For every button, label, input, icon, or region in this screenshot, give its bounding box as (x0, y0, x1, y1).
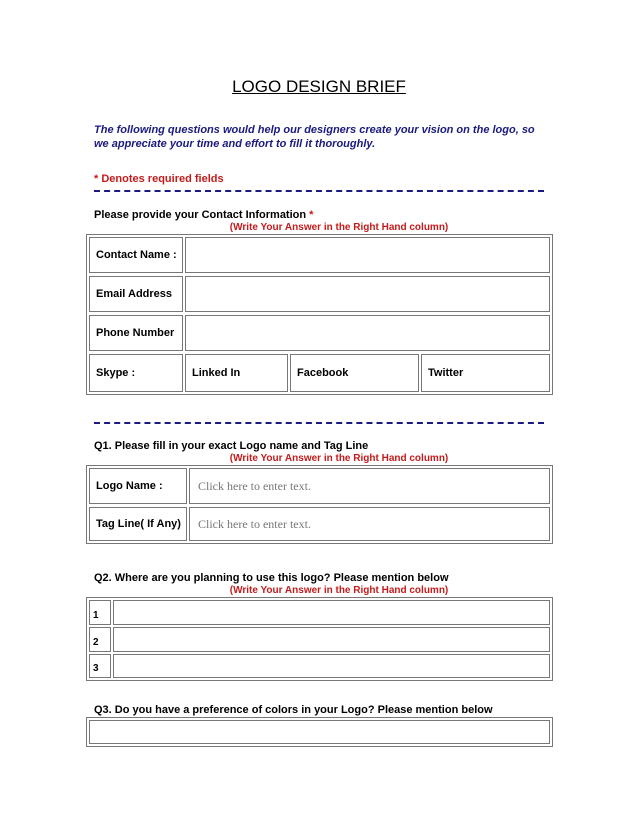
email-label: Email Address (89, 276, 183, 312)
email-field[interactable] (185, 276, 550, 312)
contact-name-field[interactable] (185, 237, 550, 273)
required-note-text: Denotes required fields (101, 173, 224, 185)
q2-table (86, 597, 553, 681)
facebook-field[interactable]: Facebook (290, 354, 419, 392)
separator (94, 190, 544, 192)
intro-text: The following questions would help our designers create your vision on the logo, so we appreciate your time and effort to fill it thoroughly. (94, 124, 535, 150)
logo-name-field[interactable]: Click here to enter text. (189, 468, 550, 504)
phone-field[interactable] (185, 315, 550, 351)
q3-table (86, 717, 553, 747)
q2-row-number: 3 (89, 654, 111, 678)
q2-answer-field[interactable] (113, 627, 550, 652)
q2-heading: Q2. Where are you planning to use this logo? Please mention below (94, 572, 449, 584)
q2-row-number: 1 (89, 600, 111, 625)
q3-answer-field[interactable] (89, 720, 550, 744)
required-star: * (94, 173, 99, 185)
separator (94, 422, 544, 424)
phone-label: Phone Number (89, 315, 183, 351)
skype-field[interactable]: Skype : (89, 354, 183, 392)
required-note (94, 173, 224, 185)
page-title: LOGO DESIGN BRIEF (232, 77, 406, 96)
q2-answer-field[interactable] (113, 600, 550, 625)
contact-hint: (Write Your Answer in the Right Hand column) (229, 222, 449, 233)
q1-hint: (Write Your Answer in the Right Hand column) (229, 453, 449, 464)
contact-name-label: Contact Name : (89, 237, 183, 273)
q2-hint: (Write Your Answer in the Right Hand column) (229, 585, 449, 596)
tag-line-label: Tag Line( If Any) (89, 507, 187, 541)
contact-table (86, 234, 553, 395)
contact-heading-text: Please provide your Contact Information (94, 209, 307, 221)
logo-name-label: Logo Name : (89, 468, 187, 504)
twitter-field[interactable]: Twitter (421, 354, 550, 392)
q3-heading: Q3. Do you have a preference of colors in your Logo? Please mention below (94, 704, 493, 716)
q1-heading: Q1. Please fill in your exact Logo name and Tag Line (94, 440, 369, 452)
contact-heading (94, 209, 313, 221)
q1-table (86, 465, 553, 544)
q2-answer-field[interactable] (113, 654, 550, 678)
q2-row-number: 2 (89, 627, 111, 652)
tag-line-field[interactable]: Click here to enter text. (189, 507, 550, 541)
linkedin-field[interactable]: Linked In (185, 354, 288, 392)
required-star: * (309, 209, 314, 221)
